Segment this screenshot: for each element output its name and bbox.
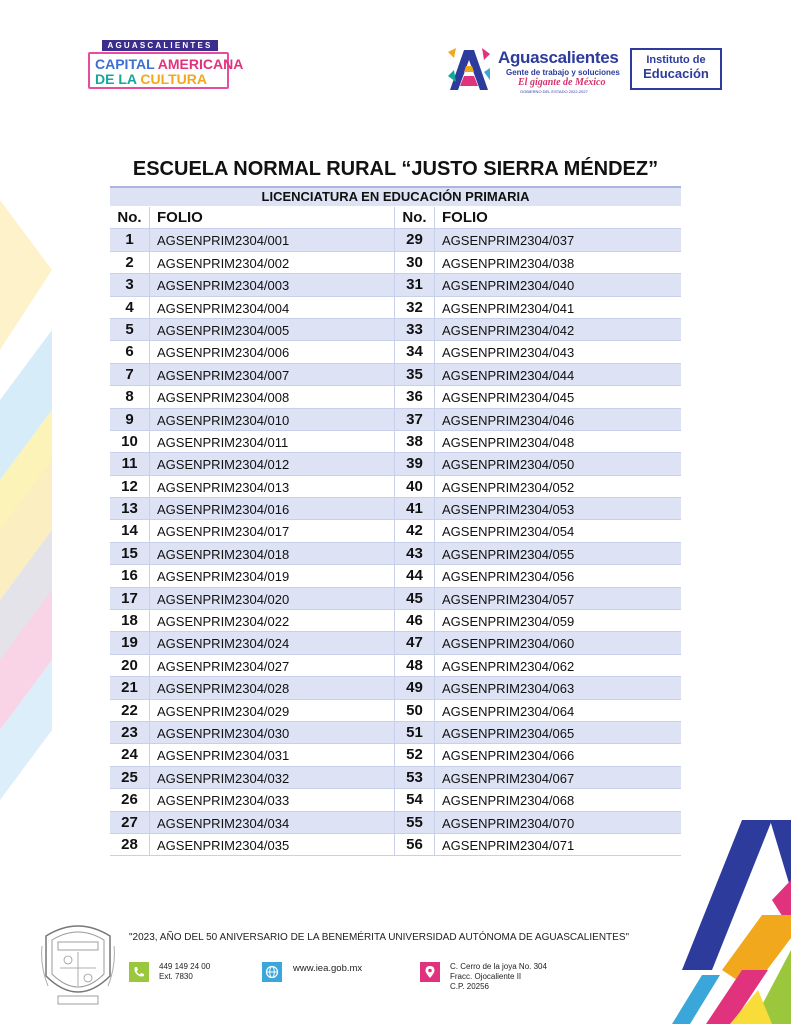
footer-phone-line1: 449 149 24 00 — [159, 962, 211, 971]
table-row — [110, 274, 681, 296]
row-folio-left: AGSENPRIM2304/035 — [150, 834, 395, 855]
row-no-left: 28 — [110, 834, 150, 855]
row-folio-right: AGSENPRIM2304/044 — [442, 367, 575, 383]
row-folio-right: AGSENPRIM2304/041 — [442, 300, 575, 316]
row-no-left: 9 — [110, 409, 150, 430]
table-row — [110, 498, 681, 520]
row-no-left: 4 — [110, 297, 150, 318]
table-row — [110, 386, 681, 408]
row-folio-left: AGSENPRIM2304/019 — [150, 565, 395, 586]
row-no-right: 41 — [395, 498, 435, 519]
row-no-right: 35 — [395, 364, 435, 385]
row-no-left: 6 — [110, 341, 150, 362]
row-folio-left: AGSENPRIM2304/002 — [150, 252, 395, 273]
row-folio-right: AGSENPRIM2304/055 — [442, 546, 575, 562]
row-no-left: 18 — [110, 610, 150, 631]
aguascalientes-a-mark-icon — [446, 46, 492, 92]
row-folio-right: AGSENPRIM2304/068 — [442, 793, 575, 809]
row-no-right: 55 — [395, 812, 435, 833]
footer-phone — [159, 962, 210, 982]
table-row — [110, 476, 681, 498]
table-row — [110, 341, 681, 363]
capital-logo-box — [88, 52, 244, 89]
row-no-right: 37 — [395, 409, 435, 430]
row-folio-left: AGSENPRIM2304/008 — [150, 386, 395, 407]
table-row — [110, 565, 681, 587]
row-folio-right: AGSENPRIM2304/052 — [442, 479, 575, 495]
row-folio-left: AGSENPRIM2304/007 — [150, 364, 395, 385]
row-folio-right: AGSENPRIM2304/046 — [442, 412, 575, 428]
table-row — [110, 520, 681, 542]
row-folio-right: AGSENPRIM2304/067 — [442, 770, 575, 786]
row-folio-right: AGSENPRIM2304/065 — [442, 725, 575, 741]
row-folio-right: AGSENPRIM2304/045 — [442, 390, 575, 406]
row-folio-left: AGSENPRIM2304/024 — [150, 632, 395, 653]
row-folio-right: AGSENPRIM2304/071 — [442, 837, 575, 853]
table-row — [110, 409, 681, 431]
row-folio-left: AGSENPRIM2304/028 — [150, 677, 395, 698]
row-no-right: 52 — [395, 744, 435, 765]
row-no-right: 36 — [395, 386, 435, 407]
footer-quote: "2023, AÑO DEL 50 ANIVERSARIO DE LA BENEMÉRITA UNIVERSIDAD AUTÓNOMA DE AGUASCALIENTES" — [129, 932, 630, 943]
map-pin-icon — [420, 962, 440, 982]
table-header-row — [110, 207, 681, 229]
row-no-right: 32 — [395, 297, 435, 318]
row-folio-right: AGSENPRIM2304/042 — [442, 322, 575, 338]
row-folio-left: AGSENPRIM2304/011 — [150, 431, 395, 452]
table-row — [110, 722, 681, 744]
row-folio-left: AGSENPRIM2304/032 — [150, 767, 395, 788]
row-no-right: 44 — [395, 565, 435, 586]
row-folio-left: AGSENPRIM2304/018 — [150, 543, 395, 564]
row-folio-left: AGSENPRIM2304/033 — [150, 789, 395, 810]
row-no-right: 29 — [395, 229, 435, 250]
row-folio-left: AGSENPRIM2304/017 — [150, 520, 395, 541]
row-no-left: 11 — [110, 453, 150, 474]
row-folio-right: AGSENPRIM2304/062 — [442, 658, 575, 674]
capital-logo-line2 — [95, 71, 207, 87]
row-folio-left: AGSENPRIM2304/004 — [150, 297, 395, 318]
row-no-right: 30 — [395, 252, 435, 273]
row-folio-left: AGSENPRIM2304/016 — [150, 498, 395, 519]
header-no-right: No. — [395, 207, 435, 228]
row-no-left: 16 — [110, 565, 150, 586]
capital-logo-line1-b: AMERICANA — [157, 56, 244, 72]
row-no-left: 7 — [110, 364, 150, 385]
row-folio-left: AGSENPRIM2304/020 — [150, 588, 395, 609]
row-no-left: 20 — [110, 655, 150, 676]
row-no-right: 56 — [395, 834, 435, 855]
row-no-left: 3 — [110, 274, 150, 295]
row-folio-left: AGSENPRIM2304/030 — [150, 722, 395, 743]
capital-logo-line2-a: DE LA — [95, 71, 141, 87]
header-folio-left: FOLIO — [150, 207, 395, 228]
row-no-right: 50 — [395, 700, 435, 721]
left-chevron-decoration — [0, 200, 60, 820]
row-no-right: 42 — [395, 520, 435, 541]
row-folio-right: AGSENPRIM2304/064 — [442, 703, 575, 719]
table-row — [110, 319, 681, 341]
footer-address — [450, 962, 547, 992]
row-folio-right: AGSENPRIM2304/066 — [442, 748, 575, 764]
right-a-decoration — [672, 820, 791, 1024]
row-no-right: 49 — [395, 677, 435, 698]
row-folio-right: AGSENPRIM2304/037 — [442, 233, 575, 249]
table-row — [110, 588, 681, 610]
table-row — [110, 834, 681, 856]
table-row — [110, 767, 681, 789]
row-folio-right: AGSENPRIM2304/040 — [442, 278, 575, 294]
footer-address-line2: Fracc. Ojocaliente II — [450, 972, 522, 981]
row-no-right: 43 — [395, 543, 435, 564]
table-row — [110, 453, 681, 475]
state-seal-icon — [40, 916, 116, 1008]
row-folio-right: AGSENPRIM2304/048 — [442, 434, 575, 450]
row-folio-right: AGSENPRIM2304/063 — [442, 681, 575, 697]
table-row — [110, 431, 681, 453]
iea-logo-line1: Instituto de — [646, 54, 706, 66]
table-row — [110, 229, 681, 251]
row-folio-left: AGSENPRIM2304/001 — [150, 229, 395, 250]
row-no-left: 17 — [110, 588, 150, 609]
row-no-left: 25 — [110, 767, 150, 788]
row-no-left: 12 — [110, 476, 150, 497]
row-no-left: 8 — [110, 386, 150, 407]
row-no-left: 22 — [110, 700, 150, 721]
row-no-left: 21 — [110, 677, 150, 698]
row-folio-left: AGSENPRIM2304/029 — [150, 700, 395, 721]
row-no-right: 54 — [395, 789, 435, 810]
row-folio-left: AGSENPRIM2304/022 — [150, 610, 395, 631]
row-no-right: 33 — [395, 319, 435, 340]
row-folio-left: AGSENPRIM2304/031 — [150, 744, 395, 765]
row-no-right: 53 — [395, 767, 435, 788]
capital-logo-top: AGUASCALIENTES — [102, 40, 218, 51]
header-no-left: No. — [110, 207, 150, 228]
row-no-right: 47 — [395, 632, 435, 653]
row-folio-left: AGSENPRIM2304/034 — [150, 812, 395, 833]
row-folio-right: AGSENPRIM2304/060 — [442, 636, 575, 652]
table-row — [110, 543, 681, 565]
table-row — [110, 297, 681, 319]
table-row — [110, 610, 681, 632]
footer-address-line1: C. Cerro de la joya No. 304 — [450, 962, 547, 971]
aguascalientes-logo — [446, 46, 626, 100]
table-row — [110, 744, 681, 766]
row-folio-left: AGSENPRIM2304/005 — [150, 319, 395, 340]
table-row — [110, 252, 681, 274]
table-row — [110, 632, 681, 654]
row-no-left: 5 — [110, 319, 150, 340]
instituto-educacion-logo — [630, 48, 722, 90]
row-folio-right: AGSENPRIM2304/053 — [442, 502, 575, 518]
row-no-right: 31 — [395, 274, 435, 295]
footer-phone-line2: Ext. 7830 — [159, 972, 193, 981]
row-folio-right: AGSENPRIM2304/070 — [442, 815, 575, 831]
row-folio-right: AGSENPRIM2304/057 — [442, 591, 575, 607]
table-row — [110, 812, 681, 834]
row-no-left: 14 — [110, 520, 150, 541]
row-no-left: 15 — [110, 543, 150, 564]
row-no-left: 19 — [110, 632, 150, 653]
row-folio-right: AGSENPRIM2304/059 — [442, 614, 575, 630]
row-folio-right: AGSENPRIM2304/056 — [442, 569, 575, 585]
row-folio-left: AGSENPRIM2304/012 — [150, 453, 395, 474]
row-no-left: 26 — [110, 789, 150, 810]
table-row — [110, 789, 681, 811]
row-no-left: 27 — [110, 812, 150, 833]
document-subtitle: LICENCIATURA EN EDUCACIÓN PRIMARIA — [110, 186, 681, 206]
row-folio-left: AGSENPRIM2304/027 — [150, 655, 395, 676]
table-body — [110, 229, 681, 856]
globe-icon — [262, 962, 282, 982]
row-no-right: 34 — [395, 341, 435, 362]
capital-logo-line2-b: CULTURA — [140, 71, 207, 87]
row-folio-left: AGSENPRIM2304/003 — [150, 274, 395, 295]
ags-logo-sub2: El gigante de México — [518, 77, 606, 88]
row-no-right: 38 — [395, 431, 435, 452]
table-row — [110, 364, 681, 386]
table-row — [110, 655, 681, 677]
ags-logo-title: Aguascalientes — [498, 48, 619, 67]
row-folio-right: AGSENPRIM2304/050 — [442, 457, 575, 473]
capital-logo-line1-a: CAPITAL — [95, 56, 158, 72]
row-no-left: 2 — [110, 252, 150, 273]
row-no-left: 13 — [110, 498, 150, 519]
row-no-right: 40 — [395, 476, 435, 497]
row-no-left: 1 — [110, 229, 150, 250]
iea-logo-line2: Educación — [643, 66, 709, 81]
row-no-left: 23 — [110, 722, 150, 743]
row-folio-left: AGSENPRIM2304/013 — [150, 476, 395, 497]
folio-table — [110, 207, 681, 856]
row-folio-right: AGSENPRIM2304/043 — [442, 345, 575, 361]
row-folio-right: AGSENPRIM2304/054 — [442, 524, 575, 540]
header-folio-right: FOLIO — [442, 209, 488, 226]
row-no-left: 24 — [110, 744, 150, 765]
row-folio-left: AGSENPRIM2304/010 — [150, 409, 395, 430]
table-row — [110, 700, 681, 722]
row-no-right: 51 — [395, 722, 435, 743]
footer-website[interactable]: www.iea.gob.mx — [293, 963, 363, 974]
row-no-left: 10 — [110, 431, 150, 452]
ags-logo-sub1: Gente de trabajo y soluciones — [506, 68, 620, 77]
row-no-right: 39 — [395, 453, 435, 474]
capital-logo-line1 — [95, 56, 243, 72]
table-row — [110, 677, 681, 699]
row-folio-left: AGSENPRIM2304/006 — [150, 341, 395, 362]
row-folio-right: AGSENPRIM2304/038 — [442, 255, 575, 271]
phone-icon — [129, 962, 149, 982]
document-title: ESCUELA NORMAL RURAL “JUSTO SIERRA MÉNDEZ” — [132, 158, 659, 180]
capital-americana-logo — [88, 40, 244, 94]
footer-address-line3: C.P. 20256 — [450, 982, 489, 991]
ags-logo-sub3: GOBIERNO DEL ESTADO 2022-2027 — [520, 89, 588, 94]
row-no-right: 48 — [395, 655, 435, 676]
row-no-right: 46 — [395, 610, 435, 631]
row-no-right: 45 — [395, 588, 435, 609]
